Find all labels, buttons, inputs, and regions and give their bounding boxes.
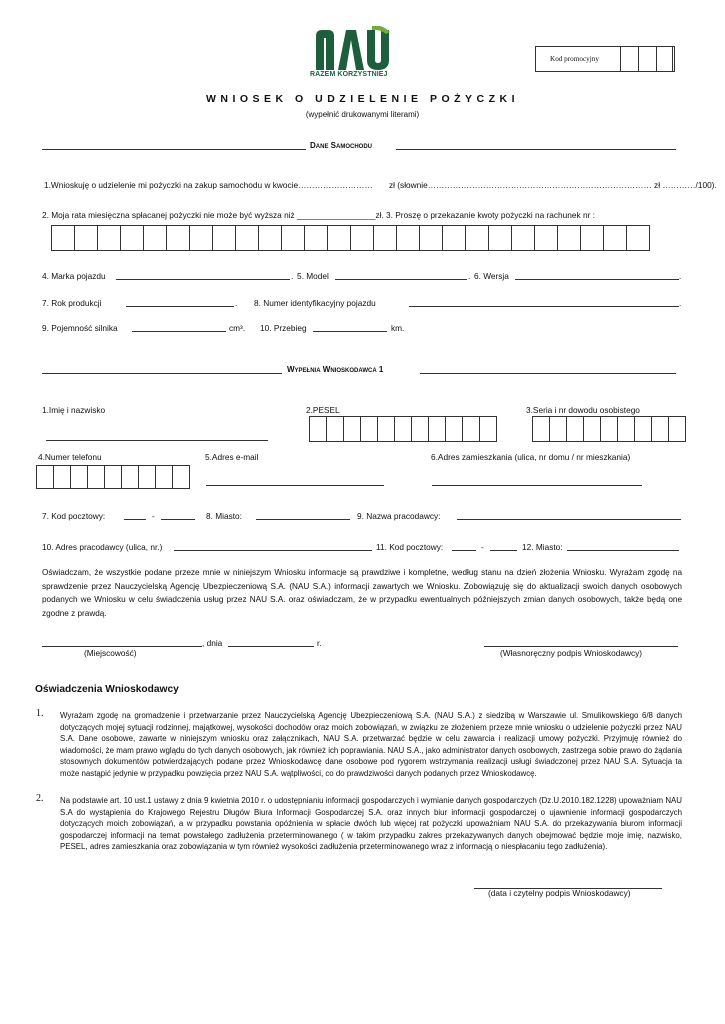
postal-code-label: 7. Kod pocztowy: [42, 511, 106, 521]
email-field[interactable] [206, 477, 384, 486]
nau-logo-mark [312, 26, 394, 72]
digit-box[interactable] [465, 225, 489, 251]
employer-field[interactable] [457, 511, 681, 520]
digit-box[interactable] [600, 416, 618, 442]
employer-postal-field-b[interactable] [490, 542, 517, 551]
digit-box[interactable] [462, 416, 480, 442]
logo-tagline: RAZEM KORZYSTNIEJ [310, 71, 388, 78]
statement-1-text: Wyrażam zgodę na gromadzenie i przetwarzanie przez Nauczycielską Agencję Ubezpieczeniową S.A. (NAU S.A.) z siedzibą w Warszawie ul. Smulikowskiego 6/8 danych dotyczących mojej sytuacji rodzinnej, majątkowej, wysokości dochodów oraz moich zobowiązań, w związku ze złożeniem przeze mnie wniosku o udzielenie pożyczki przez NAU S.A. Dane osobowe, zawarte w niniejszym wniosku oraz załącznikach, NAU S.A. przetwarzać będzie w celu zawarcia i realizacji umowy pożyczki. Przyjmuję również do wiadomości, że mam prawo wglądu do tych danych osobowych, jak również ich poprawiania. NAU S.A., jako administrator danych osobowych, zastrzega sobie prawo do żądania stosownych dokumentów potwierdzających podane przez Wnioskodawcę dane osobowe pod rygorem wstrzymania realizacji usługi świadczonej przez NAU S.A. Sytuacja ta może nastąpić jedynie w przypadku powzięcia przez NAU S.A. wątpliwości, co do prawdziwości danych podanych przez Wnioskodawcę. [60, 711, 682, 778]
digit-box[interactable] [445, 416, 463, 442]
digit-box[interactable] [580, 225, 604, 251]
account-number-boxes[interactable] [52, 225, 650, 251]
digit-box[interactable] [155, 465, 173, 489]
signature-caption: (Własnoręczny podpis Wnioskodawcy) [500, 648, 643, 658]
phone-boxes[interactable] [37, 465, 190, 489]
digit-box[interactable] [309, 416, 327, 442]
digit-box[interactable] [350, 225, 374, 251]
digit-box[interactable] [396, 225, 420, 251]
city-field[interactable] [256, 511, 350, 520]
employer-address-field[interactable] [174, 542, 372, 551]
city-label: 8. Miasto: [206, 511, 242, 521]
car-mileage-field[interactable] [313, 323, 387, 332]
date-suffix: r. [317, 638, 322, 648]
digit-box[interactable] [534, 225, 558, 251]
digit-box[interactable] [668, 416, 686, 442]
employer-postal-field-a[interactable] [452, 542, 476, 551]
promo-code-box [535, 46, 673, 72]
pesel-boxes[interactable] [310, 416, 497, 442]
place-field[interactable] [42, 638, 202, 647]
digit-box[interactable] [603, 225, 627, 251]
digit-box[interactable] [304, 225, 328, 251]
digit-box[interactable] [549, 416, 567, 442]
section-line-right [420, 373, 676, 374]
phone-label: 4.Numer telefonu [38, 452, 102, 462]
employer-city-label: 12. Miasto: [522, 542, 563, 552]
id-card-boxes[interactable] [533, 416, 686, 442]
digit-box[interactable] [87, 465, 105, 489]
digit-box[interactable] [557, 225, 581, 251]
digit-box[interactable] [442, 225, 466, 251]
digit-box[interactable] [327, 225, 351, 251]
name-label: 1.Imię i nazwisko [42, 405, 106, 415]
date-prefix: , dnia [202, 638, 223, 648]
car-vin-label: 8. Numer identyfikacyjny pojazdu [254, 298, 376, 308]
car-vin-field[interactable] [409, 298, 679, 307]
digit-box[interactable] [634, 416, 652, 442]
postal-code-field-a[interactable] [124, 511, 146, 520]
place-caption: (Miejscowość) [84, 648, 137, 658]
employer-address-label: 10. Adres pracodawcy (ulica, nr.) [42, 542, 163, 552]
digit-box[interactable] [53, 465, 71, 489]
digit-box[interactable] [189, 225, 213, 251]
digit-box[interactable] [651, 416, 669, 442]
statements-heading: Oświadczenia Wnioskodawcy [35, 684, 179, 695]
digit-box[interactable] [36, 465, 54, 489]
digit-box[interactable] [74, 225, 98, 251]
digit-box[interactable] [120, 225, 144, 251]
digit-box[interactable] [172, 465, 190, 489]
digit-box[interactable] [626, 225, 650, 251]
address-field[interactable] [432, 477, 642, 486]
signature-field[interactable] [484, 638, 678, 647]
digit-box[interactable] [360, 416, 378, 442]
statement-number-1: 1. [36, 708, 44, 719]
email-label: 5.Adres e-mail [205, 452, 259, 462]
digit-box[interactable] [566, 416, 584, 442]
car-capacity-label: 9. Pojemność silnika [42, 323, 118, 333]
car-model-field[interactable] [335, 271, 467, 280]
car-mileage-unit: km. [391, 323, 405, 333]
car-mileage-label: 10. Przebieg [260, 323, 307, 333]
digit-box[interactable] [428, 416, 446, 442]
date-field[interactable] [228, 638, 314, 647]
digit-box[interactable] [583, 416, 601, 442]
digit-box[interactable] [511, 225, 535, 251]
car-model-label: 5. Model [297, 271, 329, 281]
digit-box[interactable] [419, 225, 443, 251]
digit-box[interactable] [343, 416, 361, 442]
digit-box[interactable] [281, 225, 305, 251]
employer-label: 9. Nazwa pracodawcy: [357, 511, 441, 521]
address-label: 6.Adres zamieszkania (ulica, nr domu / nr mieszkania) [431, 452, 631, 462]
car-version-label: 6. Wersja [474, 271, 509, 281]
digit-box[interactable] [51, 225, 75, 251]
digit-box[interactable] [394, 416, 412, 442]
declaration-text: Oświadczam, że wszystkie podane przeze mnie w niniejszym Wniosku informacje są prawdziwe i kompletne, według stanu na dzień złożenia Wniosku. Wyrażam zgodę na sprawdzenie przez Nauczycielską Agencję Ubezpieczeniową S.A. (NAU S.A.) informacji zawartych we Wniosku. Zobowiązuję się do aktualizacji swoich danych osobowych podanych we Wniosku w celu świadczenia usług przez NAU S.A. oraz oświadczam, że w przypadku ewentualnych późniejszych zmian danych osobowych, także będą one zgodne z prawdą. [42, 568, 682, 618]
section-line-left [42, 149, 306, 150]
digit-box[interactable] [488, 225, 512, 251]
employer-postal-label: 11. Kod pocztowy: [376, 542, 444, 552]
digit-box[interactable] [212, 225, 236, 251]
digit-box[interactable] [70, 465, 88, 489]
nau-logo [312, 26, 394, 84]
digit-box[interactable] [411, 416, 429, 442]
promo-code-label: Kod promocyjny [550, 55, 599, 63]
loan-amount-text: 1.Wnioskuję o udzielenie mi pożyczki na zakup samochodu w kwocie……………………… [44, 180, 373, 190]
employer-city-field[interactable] [567, 542, 679, 551]
car-version-field[interactable] [515, 271, 679, 280]
digit-box[interactable] [235, 225, 259, 251]
digit-box[interactable] [121, 465, 139, 489]
digit-box[interactable] [143, 225, 167, 251]
car-brand-label: 4. Marka pojazdu [42, 271, 106, 281]
section-heading-applicant: Wypełnia Wnioskodawca 1 [287, 365, 384, 374]
car-brand-field[interactable] [116, 271, 290, 280]
digit-box[interactable] [104, 465, 122, 489]
digit-box[interactable] [532, 416, 550, 442]
digit-box[interactable] [617, 416, 635, 442]
car-capacity-field[interactable] [132, 323, 226, 332]
car-year-label: 7. Rok produkcji [42, 298, 102, 308]
digit-box[interactable] [97, 225, 121, 251]
page-title: WNIOSEK O UDZIELENIE POŻYCZKI [205, 93, 520, 105]
digit-box[interactable] [138, 465, 156, 489]
digit-box[interactable] [377, 416, 395, 442]
statement-number-2: 2. [36, 793, 44, 804]
loan-amount-words-text: zł (słownie……………………………………………………………………… zł …………/100). [389, 180, 717, 190]
name-field[interactable] [46, 432, 268, 441]
installment-account-text: 2. Moja rata miesięczna spłacanej pożyczki nie może być wyższa niż _________________zł. 3. Proszę o przekazanie kwoty pożyczki na rachunek nr : [42, 210, 595, 220]
digit-box[interactable] [479, 416, 497, 442]
section-heading-car: Dane Samochodu [310, 141, 373, 150]
section-line-right [396, 149, 676, 150]
postal-code-field-b[interactable] [161, 511, 195, 520]
section-line-left [42, 373, 282, 374]
digit-box[interactable] [258, 225, 282, 251]
page-subtitle: (wypełnić drukowanymi literami) [305, 110, 420, 119]
digit-box[interactable] [373, 225, 397, 251]
id-label: 3.Seria i nr dowodu osobistego [526, 405, 640, 415]
pesel-label: 2.PESEL [306, 405, 340, 415]
digit-box[interactable] [166, 225, 190, 251]
car-year-field[interactable] [126, 298, 234, 307]
promo-code-boxes[interactable] [621, 46, 675, 72]
digit-box[interactable] [326, 416, 344, 442]
car-capacity-unit: cm³. [229, 323, 246, 333]
final-signature-caption: (data i czytelny podpis Wnioskodawcy) [488, 888, 631, 898]
statement-2-text: Na podstawie art. 10 ust.1 ustawy z dnia 9 kwietnia 2010 r. o udostępnianiu informacji gospodarczych i wymianie danych gospodarczych (Dz.U.2010.182.1228) upoważniam NAU S.A do wystąpienia do Krajowego Rejestru Długów Biura Informacji Gospodarczej S.A. oraz innych biur informacji gospodarczej o ujawnienie informacji gospodarczych dotyczących moich zobowiązań, a w przypadku powstania opóźnienia w spłacie dwóch lub więcej rat pożyczki upoważniam NAU S.A. do przekazywania biurom informacji gospodarczej informacji na temat powstałego zadłużenia przeterminowanego ( w takim przypadku zakres przekazywanych danych obejmować będzie moje imię, nazwisko, PESEL, adres zamieszkania oraz zobowiązania w tym również wysokości zadłużenia przeterminowanego wraz z informacją o niespłacaniu tego zadłużenia). [60, 796, 682, 852]
